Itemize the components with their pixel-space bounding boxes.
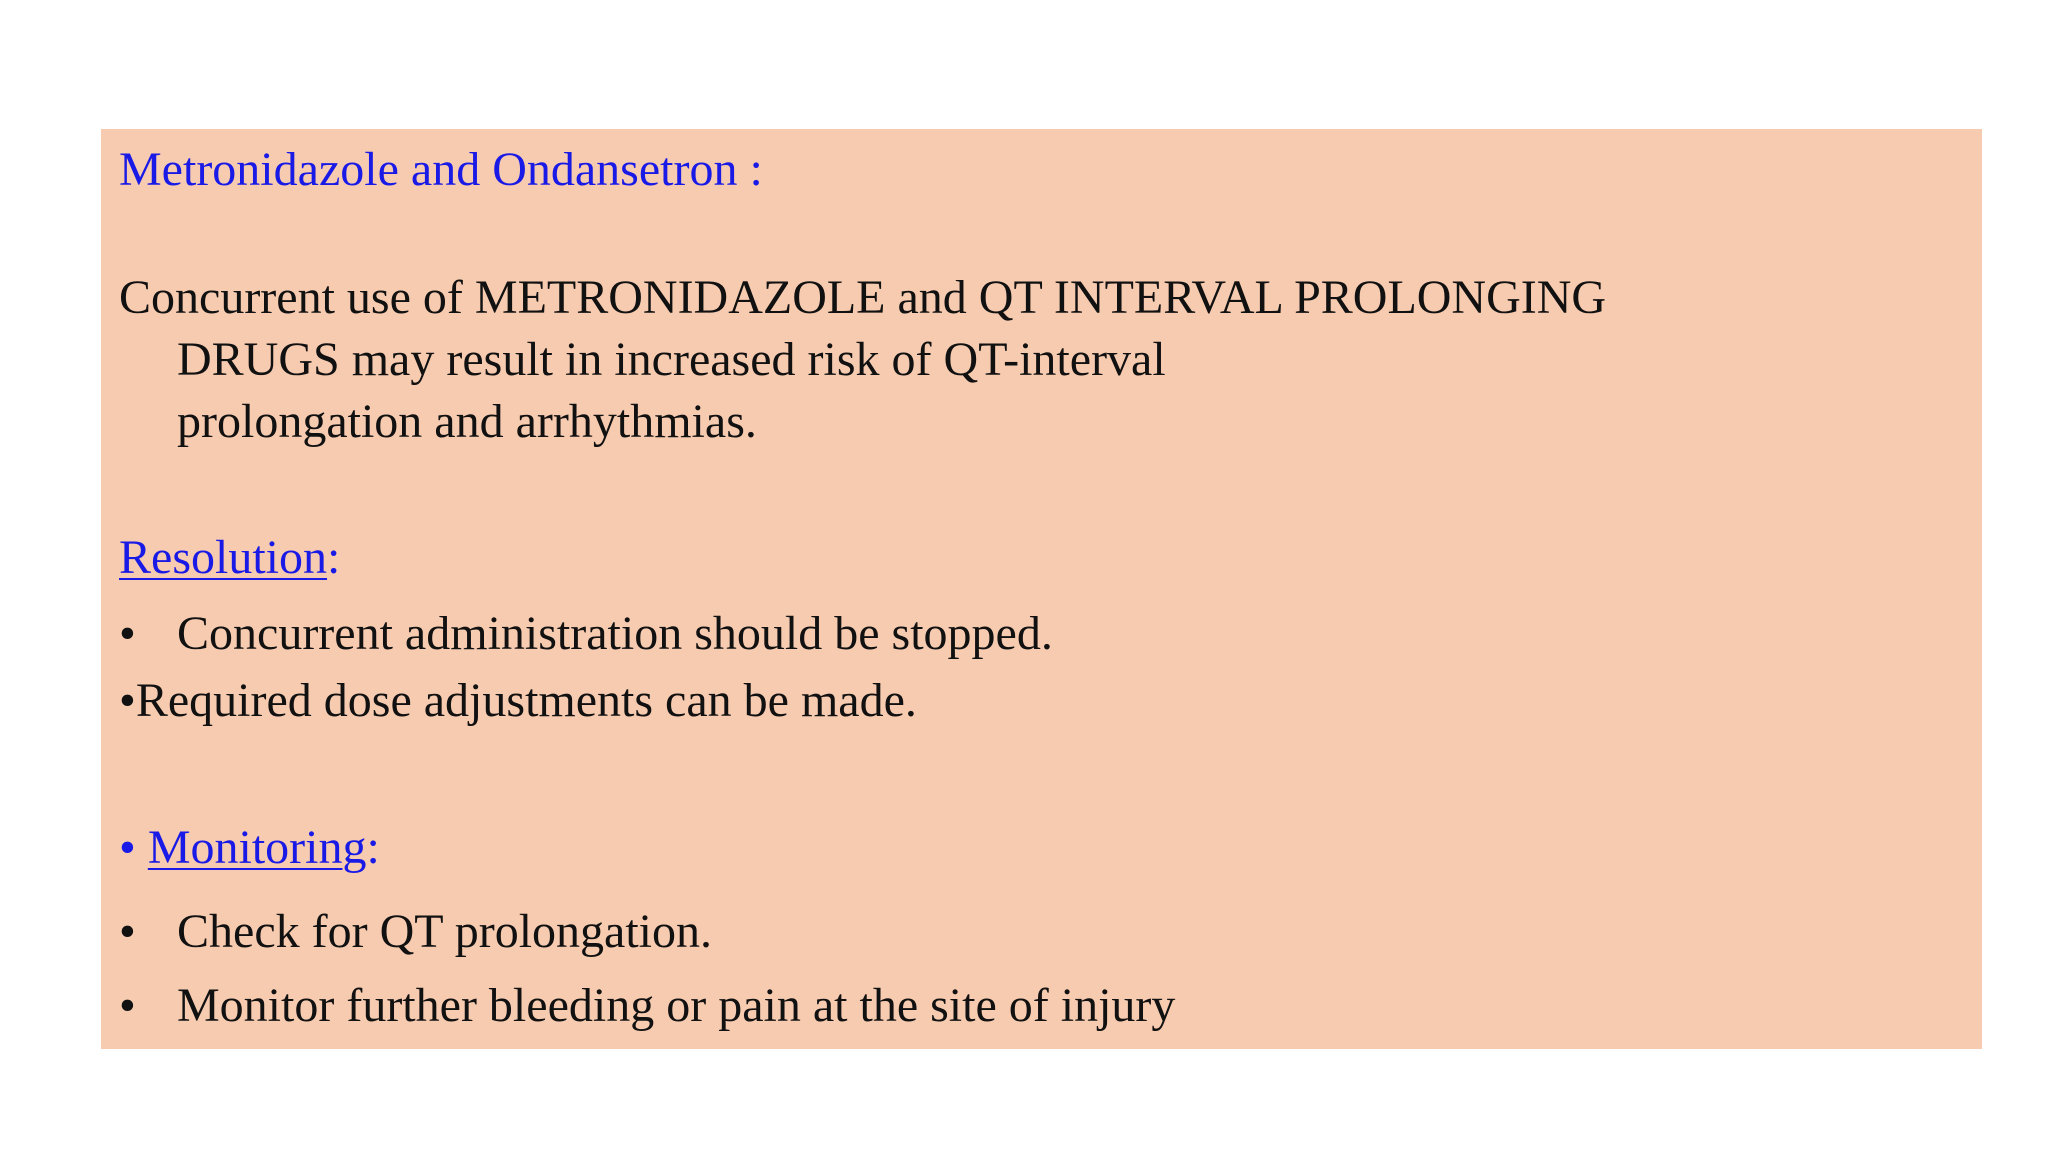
resolution-item-1: Concurrent administration should be stopped. [177, 607, 1053, 660]
slide-title: Metronidazole and Ondansetron : [119, 143, 763, 196]
resolution-colon: : [327, 531, 341, 584]
interaction-line-3: prolongation and arrhythmias. [177, 395, 757, 448]
resolution-heading [119, 530, 340, 586]
monitoring-item-1: Check for QT prolongation. [177, 905, 713, 958]
bullet-icon: • [119, 674, 136, 727]
resolution-heading-link[interactable]: Resolution [119, 531, 328, 584]
monitoring-bullet-icon: • [119, 821, 136, 874]
monitoring-item-2: Monitor further bleeding or pain at the site of injury [177, 979, 1176, 1032]
interaction-line-1: Concurrent use of METRONIDAZOLE and QT INTERVAL PROLONGING [119, 271, 1607, 324]
bullet-icon: • [119, 607, 136, 660]
monitoring-heading [119, 820, 380, 876]
monitoring-heading-link[interactable]: Monitoring [147, 821, 367, 874]
resolution-item-2 [119, 673, 917, 729]
bullet-icon: • [119, 905, 136, 958]
monitoring-colon: : [366, 821, 380, 874]
bullet-icon: • [119, 979, 136, 1032]
resolution-item-2-text: Required dose adjustments can be made. [135, 674, 917, 727]
interaction-line-2: DRUGS may result in increased risk of QT-interval [177, 333, 1166, 386]
